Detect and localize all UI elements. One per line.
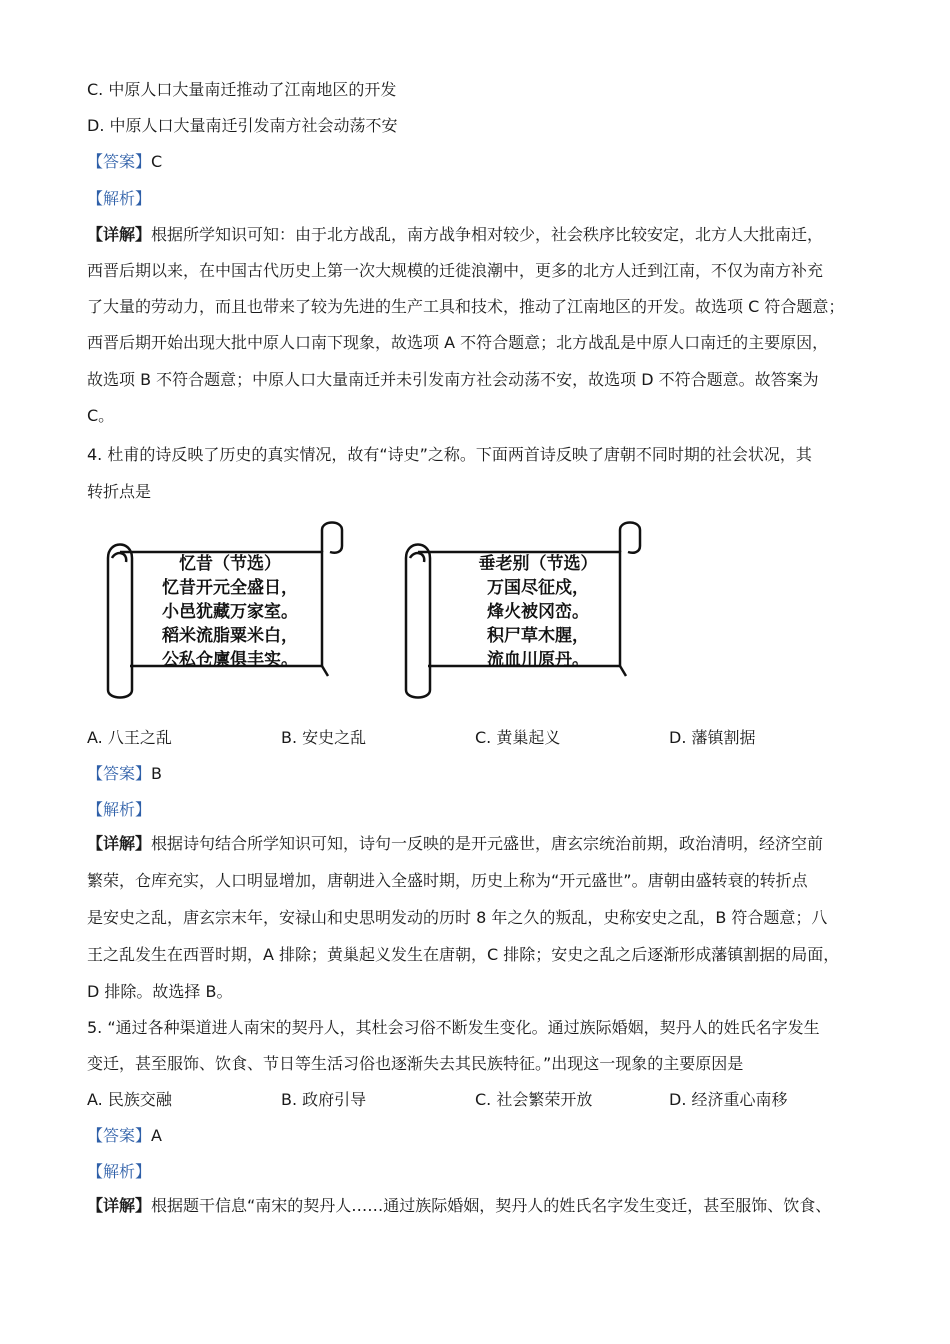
q4-option-c: C. 黄巢起义 (475, 728, 561, 747)
q5-option-a: A. 民族交融 (87, 1090, 172, 1109)
answer-tag: 【答案】 (87, 1126, 152, 1145)
poem-1-line-4: 公私仓廪俱丰实。 (162, 650, 298, 670)
poem-1-line-2: 小邑犹藏万家室。 (162, 602, 298, 622)
q3-option-d: D. 中原人口大量南迁引发南方社会动荡不安 (87, 116, 398, 135)
detail-text: 根据诗句结合所学知识可知，诗句一反映的是开元盛世，唐玄宗统治前期，政治清明，经济空前 (151, 834, 824, 853)
q4-stem-line-2: 转折点是 (87, 482, 152, 501)
q5-stem-line-1: 5. “通过各种渠道进人南宋的契丹人，其杜会习俗不断发生变化。通过族际婚姻，契丹人的姓氏名字发生 (87, 1018, 820, 1037)
poem-2-line-4: 流血川原丹。 (487, 650, 589, 670)
q4-detail-line-1 (87, 834, 823, 854)
q5-answer-row (87, 1126, 162, 1146)
q3-detail-line-1 (87, 225, 823, 245)
q5-option-d: D. 经济重心南移 (669, 1090, 788, 1109)
q3-detail-line-4: 西晋后期开始出现大批中原人口南下现象，故选项 A 不符合题意；北方战乱是中原人口南迁的主要原因， (87, 333, 829, 352)
q4-detail-line-2: 繁荣，仓库充实，人口明显增加，唐朝进入全盛时期，历史上称为“开元盛世”。唐朝由盛转衰的转折点 (87, 871, 808, 890)
detail-tag: 【详解】 (87, 1196, 152, 1215)
poem-1 (140, 552, 320, 672)
poem-1-title: 忆昔（节选） (179, 554, 281, 574)
answer-value: C (151, 152, 163, 171)
detail-tag: 【详解】 (87, 834, 152, 853)
answer-tag: 【答案】 (87, 152, 152, 171)
q4-analysis-tag: 【解析】 (87, 800, 152, 819)
q4-stem-line-1: 4. 杜甫的诗反映了历史的真实情况，故有“诗史”之称。下面两首诗反映了唐朝不同时期的社会状况，其 (87, 445, 812, 464)
q3-answer-row (87, 152, 162, 172)
q4-detail-line-5: D 排除。故选择 B。 (87, 982, 233, 1001)
q3-detail-line-5: 故选项 B 不符合题意；中原人口大量南迁并未引发南方社会动荡不安，故选项 D 不符合题意。故答案为 (87, 370, 819, 389)
poem-2-line-3: 积尸草木腥， (487, 626, 589, 646)
answer-tag: 【答案】 (87, 764, 152, 783)
q5-stem-line-2: 变迁，甚至服饰、饮食、节日等生活习俗也逐渐失去其民族特征。”出现这一现象的主要原因是 (87, 1054, 744, 1073)
q3-option-c: C. 中原人口大量南迁推动了江南地区的开发 (87, 80, 397, 99)
detail-text: 根据题干信息“南宋的契丹人……通过族际婚姻，契丹人的姓氏名字发生变迁，甚至服饰、饮食、 (151, 1196, 832, 1215)
q5-option-c: C. 社会繁荣开放 (475, 1090, 593, 1109)
q3-detail-line-3: 了大量的劳动力，而且也带来了较为先进的生产工具和技术，推动了江南地区的开发。故选项 C 符合题意； (87, 297, 845, 316)
q4-option-a: A. 八王之乱 (87, 728, 172, 747)
q3-analysis-tag: 【解析】 (87, 189, 152, 208)
q5-option-b: B. 政府引导 (281, 1090, 367, 1109)
q4-option-d: D. 藩镇割据 (669, 728, 756, 747)
q5-detail-line-1 (87, 1196, 831, 1216)
poem-2-line-1: 万国尽征戍， (487, 578, 589, 598)
poem-1-line-3: 稻米流脂粟米白， (162, 626, 298, 646)
detail-tag: 【详解】 (87, 225, 152, 244)
q5-analysis-tag: 【解析】 (87, 1162, 152, 1181)
q3-detail-line-6: C。 (87, 406, 115, 425)
q4-detail-line-4: 王之乱发生在西晋时期，A 排除；黄巢起义发生在唐朝，C 排除；安史之乱之后逐渐形成藩镇割据的局面， (87, 945, 840, 964)
poem-2 (448, 552, 628, 672)
detail-text: 根据所学知识可知：由于北方战乱，南方战争相对较少，社会秩序比较安定，北方人大批南迁， (151, 225, 824, 244)
q4-answer-row (87, 764, 162, 784)
answer-value: A (151, 1126, 162, 1145)
poem-2-title: 垂老别（节选） (478, 554, 598, 574)
q3-detail-line-2: 西晋后期以来，在中国古代历史上第一次大规模的迁徙浪潮中，更多的北方人迁到江南，不仅为南方补充 (87, 261, 824, 280)
answer-value: B (151, 764, 162, 783)
poem-2-line-2: 烽火被冈峦。 (487, 602, 589, 622)
q4-option-b: B. 安史之乱 (281, 728, 367, 747)
poem-1-line-1: 忆昔开元全盛日， (162, 578, 298, 598)
q4-detail-line-3: 是安史之乱，唐玄宗末年，安禄山和史思明发动的历时 8 年之久的叛乱，史称安史之乱，B 符合题意；八 (87, 908, 828, 927)
